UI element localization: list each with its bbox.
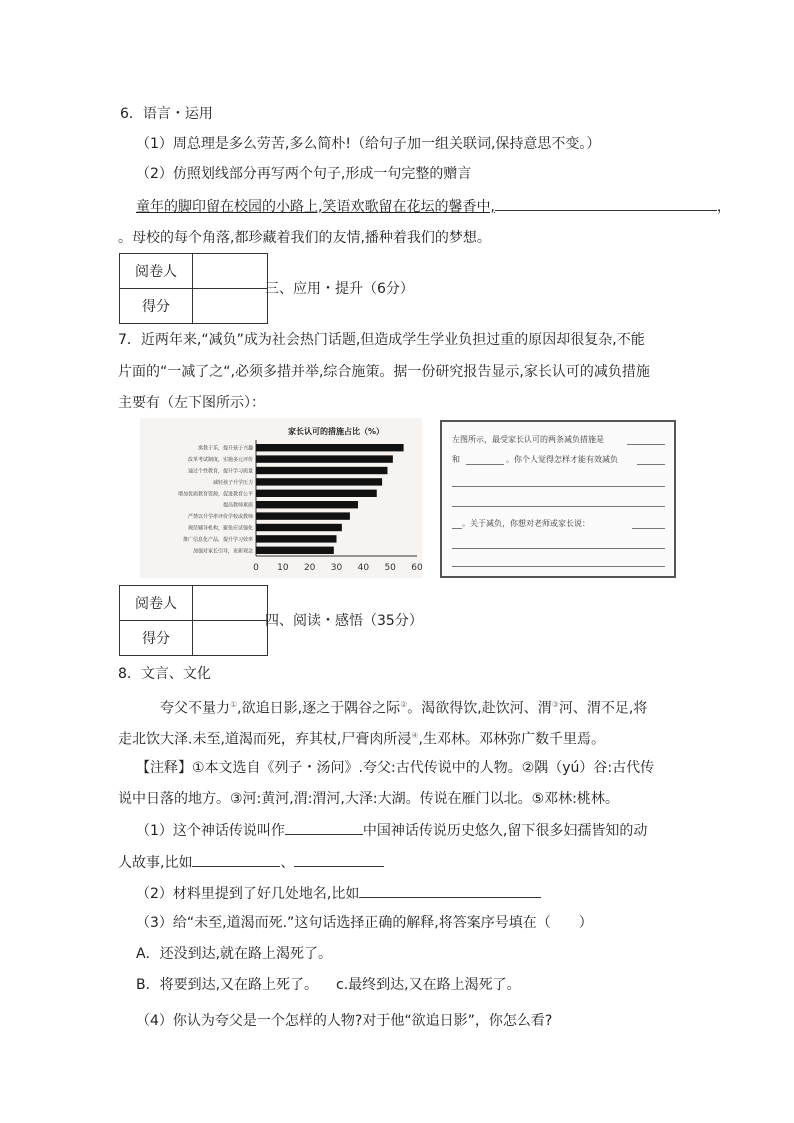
tick-label: 10 — [277, 563, 289, 573]
answer-line2-text-b: 。你个人觉得怎样才能有效减负 — [506, 455, 618, 464]
bar — [256, 524, 342, 531]
classical-text-line1 — [160, 695, 647, 719]
text-seg: 、 — [280, 855, 295, 871]
answer-line[interactable] — [452, 528, 462, 529]
category-label: 推广信息化产品，提升学习效率 — [182, 536, 253, 543]
text-seg: 河、渭不足,将 — [558, 700, 648, 717]
answer-line[interactable] — [627, 444, 665, 445]
bar-chart — [140, 418, 422, 578]
tick-label: 0 — [253, 563, 259, 573]
note-mark: ④ — [411, 731, 419, 740]
classical-text-line2 — [118, 726, 605, 750]
chart-title: 家长认可的措施占比（%） — [288, 427, 385, 436]
q6-continuation: 。母校的每个角落,都珍藏着我们的友情,播种着我们的梦想。 — [118, 230, 491, 246]
reviewer-cell[interactable] — [193, 586, 268, 621]
q6-comma: ， — [716, 199, 731, 215]
q7-line2: 片面的“一减了之“,必须多措并举,综合施策。据一份研究报告显示,家长认可的减负措施 — [118, 364, 650, 380]
note-mark: ① — [230, 700, 238, 709]
answer-blank[interactable] — [359, 883, 541, 898]
q8-sub1 — [136, 820, 647, 841]
answer-blank[interactable] — [192, 852, 280, 867]
score-box — [119, 585, 268, 656]
option-c: c.最终到达,又在路上渴死了。 — [336, 977, 521, 993]
category-label: 规范辅导机构，避免应试强化 — [187, 525, 253, 532]
section-heading: 三、应用・提升（6分） — [265, 281, 414, 297]
text-seg: 。渴欲得饮,赴饮河、渭 — [407, 700, 552, 717]
tick-label: 30 — [330, 563, 343, 573]
answer-blank[interactable] — [495, 196, 717, 211]
answer-line5-text: 。关于减负，你想对老师或家长说： — [462, 519, 590, 528]
chart-svg — [140, 418, 422, 578]
q6-part2: （2）仿照划线部分再写两个句子,形成一句完整的赠言 — [136, 166, 472, 182]
tick-label: 60 — [411, 563, 422, 573]
score-cell[interactable] — [193, 621, 268, 656]
bar — [256, 535, 337, 542]
annotation-line1: 【注释】①本文选自《列子・汤问》.夸父:古代传说中的人物。②隅（yú）谷:古代传 — [136, 760, 655, 776]
score-label: 得分 — [120, 289, 193, 324]
answer-blank[interactable] — [294, 852, 384, 867]
q6-part1: （1）周总理是多么劳苦,多么简朴!（给句子加一组关联词,保持意思不变。） — [136, 136, 601, 152]
category-label: 寓教于乐，提升孩子兴趣 — [197, 445, 253, 452]
text-seg: （2）材料里提到了好几处地名,比如 — [136, 886, 360, 902]
answer-line[interactable] — [452, 566, 665, 567]
bar — [256, 512, 350, 519]
bar — [256, 455, 393, 462]
note-mark: ② — [400, 700, 408, 709]
q7-line3: 主要有（左下图所示）： — [118, 395, 265, 411]
answer-line[interactable] — [452, 548, 665, 549]
q6-title: 6．语言・运用 — [120, 106, 213, 122]
score-cell[interactable] — [193, 289, 268, 324]
answer-line[interactable] — [632, 528, 665, 529]
category-label: 减轻孩子升学压力 — [212, 479, 253, 486]
reviewer-label: 阅卷人 — [120, 586, 193, 621]
q8-sub1-cont — [118, 852, 384, 873]
bar — [256, 478, 382, 485]
bar — [256, 547, 334, 554]
annotation-line2: 说中日落的地方。③河:黄河,渭:渭河,大泽:大湖。传说在雁门以北。⑤邓林:桃林。 — [118, 791, 619, 807]
q8-sub2 — [136, 883, 541, 904]
text-seg: （1）这个神话传说叫作 — [136, 823, 285, 839]
text-seg: 走北饮大泽.未至,道渴而死，弃其杖,尸膏肉所浸 — [118, 731, 412, 748]
text-seg: 夸父不量力 — [160, 700, 230, 717]
category-label: 增加优质教育资源，促进教育公平 — [177, 491, 253, 498]
option-b: B．将要到达,又在路上死了。 — [136, 977, 319, 993]
q8-sub4: （4）你认为夸父是一个怎样的人物?对于他“欲追日影”，你怎么看? — [136, 1013, 553, 1029]
bar — [256, 467, 387, 474]
answer-line[interactable] — [637, 464, 665, 465]
answer-line[interactable] — [452, 486, 665, 487]
q8-sub3: （3）给“未至,道渴而死.”这句话选择正确的解释,将答案序号填在（ ） — [136, 915, 593, 931]
text-seg: 中国神话传说历史悠久,留下很多妇孺皆知的动 — [362, 823, 648, 839]
underlined-sentence: 童年的脚印留在校园的小路上,笑语欢歌留在花坛的馨香中, — [136, 199, 495, 215]
q6-model-sentence — [136, 196, 731, 217]
category-label: 提高教师素质 — [222, 502, 253, 509]
reviewer-label: 阅卷人 — [120, 254, 193, 289]
reviewer-cell[interactable] — [193, 254, 268, 289]
bar — [256, 444, 404, 451]
score-label: 得分 — [120, 621, 193, 656]
category-label: 通过个性教育，提升学习质量 — [187, 468, 253, 475]
category-label: 严禁以升学率评价学校或教师 — [187, 514, 253, 521]
tick-label: 20 — [303, 563, 316, 573]
bar — [256, 501, 358, 508]
text-seg: 人故事,比如 — [118, 855, 193, 871]
note-mark: ③ — [551, 700, 559, 709]
category-label: 加强对家长引导，更新观念 — [192, 548, 253, 555]
bar — [256, 490, 377, 497]
answer-line2-text-a: 和 — [452, 455, 460, 464]
q8-title: 8．文言、文化 — [118, 666, 211, 682]
text-seg: ,生邓林。邓林弥广数千里焉。 — [418, 731, 605, 748]
answer-box — [440, 420, 676, 578]
section-heading: 四、阅读・感悟（35分） — [265, 613, 423, 629]
score-box — [119, 253, 268, 324]
option-a: A．还没到达,就在路上渴死了。 — [136, 946, 333, 962]
tick-label: 50 — [384, 563, 396, 573]
answer-line[interactable] — [466, 464, 504, 465]
answer-line[interactable] — [452, 506, 665, 507]
answer-blank[interactable] — [285, 820, 363, 835]
tick-label: 40 — [357, 563, 370, 573]
q7-line1: 7．近两年来,“减负”成为社会热门话题,但造成学生学业负担过重的原因却很复杂,不能 — [118, 332, 645, 348]
answer-line1-text: 左图所示，最受家长认可的两条减负措施是 — [452, 435, 604, 444]
category-label: 改革考试制度，实施多元评价 — [187, 457, 253, 464]
text-seg: ,欲追日影,逐之于隅谷之际 — [237, 700, 401, 717]
